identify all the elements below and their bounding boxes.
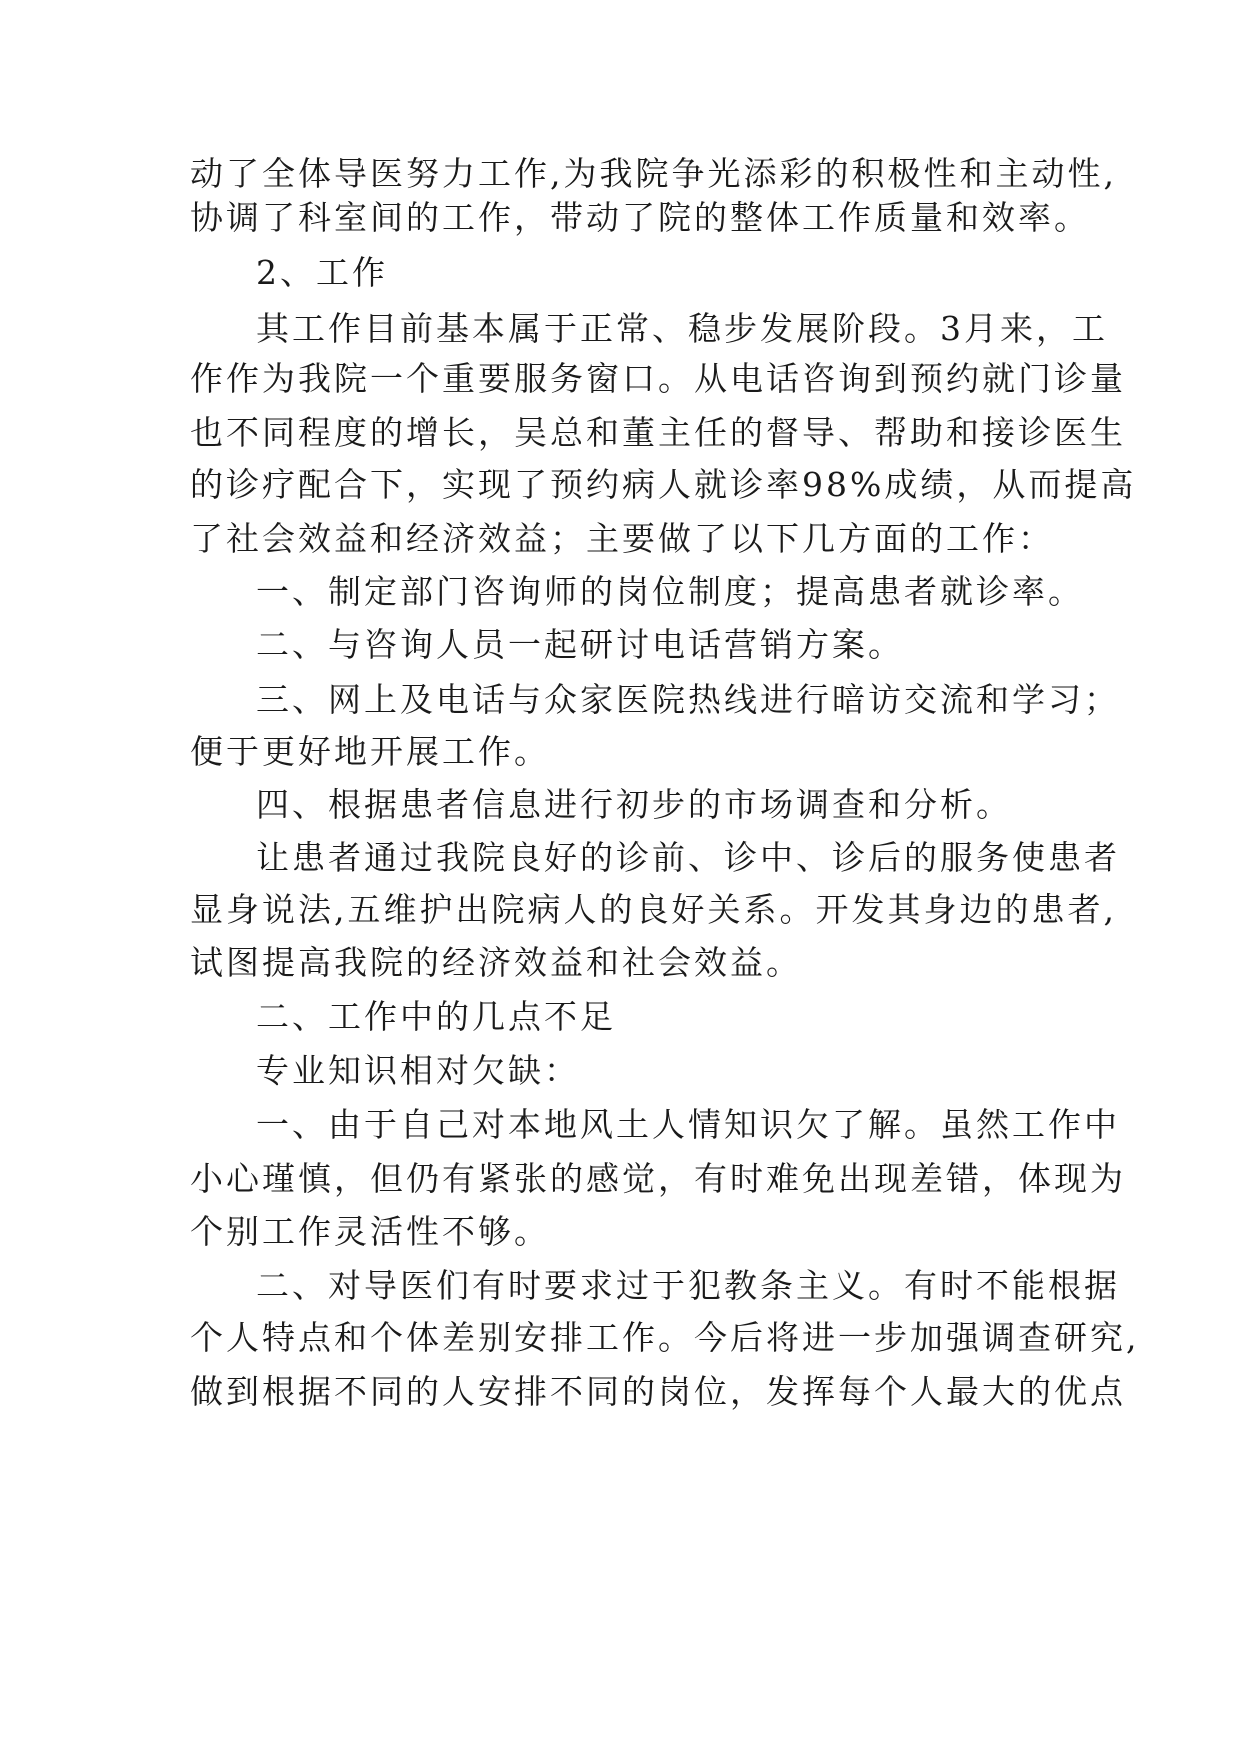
section-heading: 2、工作 xyxy=(256,253,388,292)
text-line: 协调了科室间的工作，带动了院的整体工作质量和效率。 xyxy=(190,198,1090,237)
section-heading: 二、工作中的几点不足 xyxy=(256,997,616,1036)
text-line: 专业知识相对欠缺： xyxy=(256,1051,580,1090)
text-line: 小心瑾慎，但仍有紧张的感觉，有时难免出现差错，体现为 xyxy=(190,1159,1126,1198)
text-line: 个人特点和个体差别安排工作。今后将进一步加强调查研究, xyxy=(190,1318,1140,1357)
text-line: 显身说法,五维护出院病人的良好关系。开发其身边的患者, xyxy=(190,890,1117,929)
list-item: 一、制定部门咨询师的岗位制度；提高患者就诊率。 xyxy=(256,572,1084,611)
text-line: 也不同程度的增长，吴总和董主任的督导、帮助和接诊医生 xyxy=(190,413,1126,452)
text-line: 其工作目前基本属于正常、稳步发展阶段。3月来，工 xyxy=(256,309,1108,348)
list-item: 二、与咨询人员一起研讨电话营销方案。 xyxy=(256,625,904,664)
text-line: 作作为我院一个重要服务窗口。从电话咨询到预约就门诊量 xyxy=(190,359,1126,398)
text-line: 的诊疗配合下，实现了预约病人就诊率98%成绩，从而提高 xyxy=(190,465,1137,504)
text-line: 个别工作灵活性不够。 xyxy=(190,1212,550,1251)
text-line: 做到根据不同的人安排不同的岗位，发挥每个人最大的优点 xyxy=(190,1372,1126,1411)
text-line: 便于更好地开展工作。 xyxy=(190,732,550,771)
text-line: 试图提高我院的经济效益和社会效益。 xyxy=(190,943,802,982)
list-item: 四、根据患者信息进行初步的市场调查和分析。 xyxy=(256,785,1012,824)
text-line: 了社会效益和经济效益；主要做了以下几方面的工作： xyxy=(190,519,1054,558)
list-item: 二、对导医们有时要求过于犯教条主义。有时不能根据 xyxy=(256,1266,1120,1305)
text-line: 动了全体导医努力工作,为我院争光添彩的积极性和主动性, xyxy=(190,154,1117,193)
list-item: 三、网上及电话与众家医院热线进行暗访交流和学习； xyxy=(256,680,1120,719)
text-line: 让患者通过我院良好的诊前、诊中、诊后的服务使患者 xyxy=(256,838,1120,877)
list-item: 一、由于自己对本地风土人情知识欠了解。虽然工作中 xyxy=(256,1105,1120,1144)
